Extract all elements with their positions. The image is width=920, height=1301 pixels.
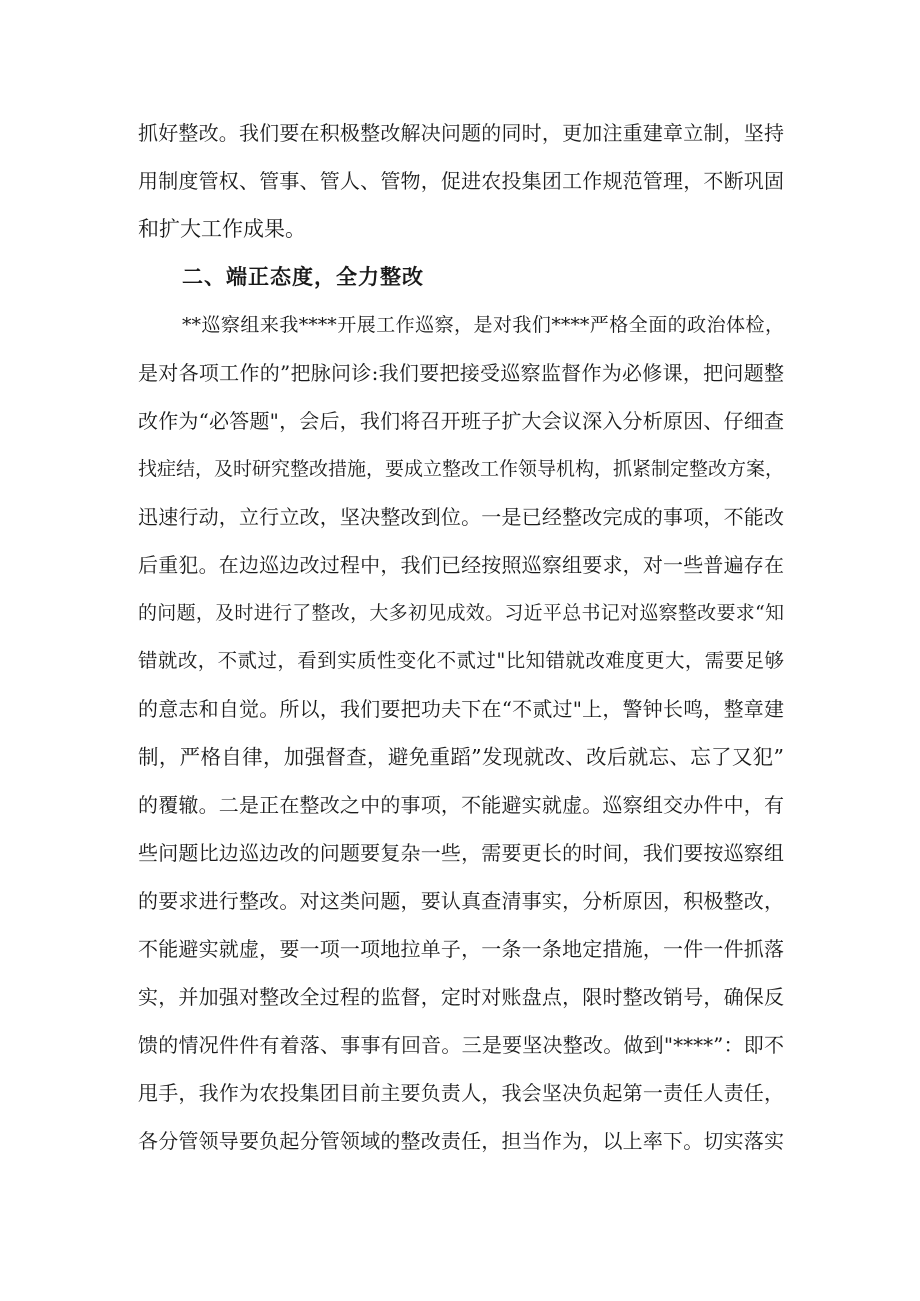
paragraph-2-line-13: 的要求进行整改。对这类问题，要认真查清事实，分析原因，积极整改， [138, 889, 784, 913]
paragraph-2-line-1: **巡察组来我****开展工作巡察，是对我们****严格全面的政治体检， [182, 314, 784, 336]
paragraph-2-line-11: 的覆辙。二是正在整改之中的事项，不能避实就虚。巡察组交办件中，有 [138, 793, 784, 817]
paragraph-1-line-1: 抓好整改。我们要在积极整改解决问题的同时，更加注重建章立制，坚持 [138, 121, 784, 145]
paragraph-2-line-15: 实，并加强对整改全过程的监督，定时对账盘点，限时整改销号，确保反 [138, 985, 784, 1009]
paragraph-2-line-14: 不能避实就虚，要一项一项地拉单子，一条一条地定措施，一件一件抓落 [138, 937, 784, 961]
paragraph-2-line-16: 馈的情况件件有着落、事事有回音。三是要坚决整改。做到"****”：即不 [138, 1033, 784, 1057]
paragraph-2-line-18: 各分管领导要负起分管领域的整改责任，担当作为，以上率下。切实落实 [138, 1129, 784, 1153]
paragraph-2-line-8: 错就改，不贰过，看到实质性变化不贰过"比知错就改难度更大，需要足够 [138, 649, 784, 672]
paragraph-2-line-7: 的问题，及时进行了整改，大多初见成效。习近平总书记对巡察整改要求“知 [138, 602, 784, 624]
paragraph-2-line-17: 甩手，我作为农投集团目前主要负责人，我会坚决负起第一责任人责任， [138, 1081, 784, 1105]
paragraph-2-line-3: 改作为“必答题"，会后，我们将召开班子扩大会议深入分析原因、仔细查 [138, 409, 784, 433]
paragraph-2-line-6: 后重犯。在边巡边改过程中，我们已经按照巡察组要求，对一些普遍存在 [138, 553, 784, 577]
paragraph-2-line-9: 的意志和自觉。所以，我们要把功夫下在“不贰过"上，警钟长鸣，整章建 [138, 697, 784, 721]
paragraph-2-line-12: 些问题比边巡边改的问题要复杂一些，需要更长的时间，我们要按巡察组 [138, 841, 784, 865]
paragraph-2-line-2: 是对各项工作的”把脉问诊:我们要把接受巡察监督作为必修课，把问题整 [138, 361, 784, 385]
paragraph-1-line-2: 用制度管权、管事、管人、管物，促进农投集团工作规范管理，不断巩固 [138, 169, 784, 193]
paragraph-2-line-4: 找症结，及时研究整改措施，要成立整改工作领导机构，抓紧制定整改方案， [138, 458, 784, 480]
paragraph-1-line-3: 和扩大工作成果。 [138, 217, 306, 241]
paragraph-2-line-10: 制，严格自律，加强督查，避免重蹈”发现就改、改后就忘、忘了又犯” [138, 745, 784, 769]
paragraph-2-line-5: 迅速行动，立行立改，坚决整改到位。一是已经整改完成的事项，不能改 [138, 505, 784, 529]
section-heading: 二、端正态度，全力整改 [182, 264, 424, 289]
